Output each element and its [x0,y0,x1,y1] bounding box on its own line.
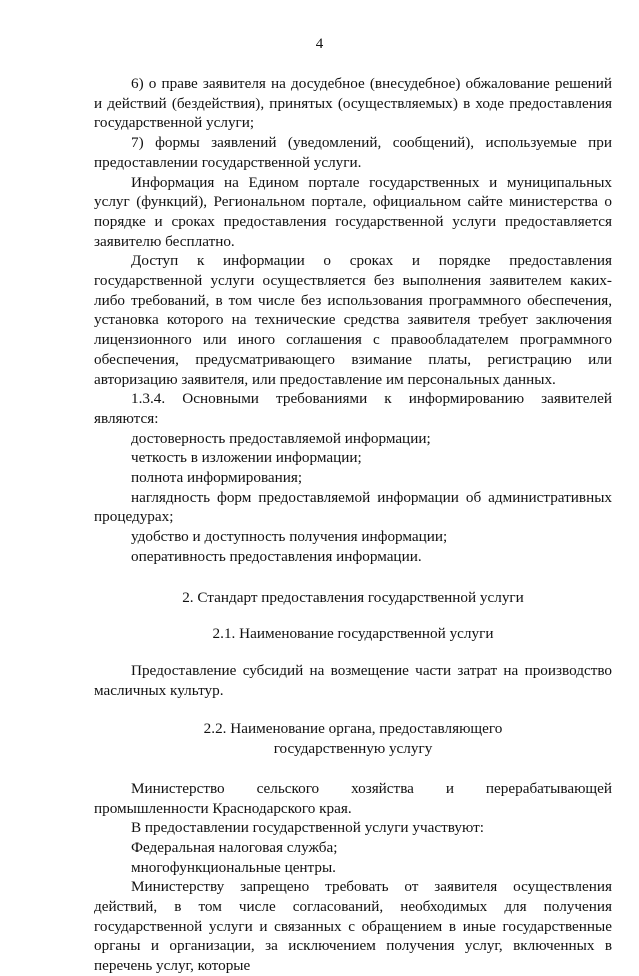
section-2-heading: 2. Стандарт предоставления государственной услуги [182,588,524,606]
section-2-2-heading [94,719,612,758]
section-2-2-heading-line-2: государственную услугу [273,740,433,758]
list-item-convenience: удобство и доступность получения информации; [131,528,448,546]
paragraph-right-to-appeal: 6) о праве заявителя на досудебное (внесудебное) обжалование решений и действий (бездействия), принятых (осуществляемых) в ходе предоставления государственной услуги; [94,75,612,132]
list-item-mfc: многофункциональные центры. [131,858,336,876]
list-item-clarity: четкость в изложении информации; [131,449,362,467]
list-item-completeness: полнота информирования; [131,469,303,487]
paragraph-ministry-prohibition: Министерству запрещено требовать от заявителя осуществления действий, в том числе согласований, необходимых для получения государственной услуги и связанных с обращением в иные государственные органы и организации, за исключением получения услуг, включенных в перечень услуг, которые [94,878,612,975]
list-item-promptness: оперативность предоставления информации. [131,547,422,565]
section-2-1-heading: 2.1. Наименование государственной услуги [212,625,494,643]
page-number: 4 [315,36,324,52]
paragraph-application-forms: 7) формы заявлений (уведомлений, сообщений), используемые при предоставлении государственной услуги. [94,134,612,171]
section-2-1-text: Предоставление субсидий на возмещение части затрат на производство масличных культур. [94,661,612,699]
list-item-reliability: достоверность предоставляемой информации; [131,429,431,447]
section-2-2-heading-line-1: 2.2. Наименование органа, предоставляющего [203,720,503,738]
list-item-visual-forms: наглядность форм предоставляемой информации об административных процедурах; [94,488,612,526]
paragraph-access-to-information: Доступ к информации о сроках и порядке предоставления государственной услуги осуществляется без выполнения заявителем каких-либо требований, в том числе без использования программного обеспечения, установка которого на технические средства заявителя требует заключения лицензионного или иного соглашения с правообладателем программного обеспечения, предусматривающего взимание платы, регистрацию или авторизацию заявителя, или предоставление им персональных данных. [94,252,612,388]
paragraph-requirements-intro: 1.3.4. Основными требованиями к информированию заявителей являются: [94,390,612,427]
paragraph-ministry-name: Министерство сельского хозяйства и перерабатывающей промышленности Краснодарского края. [94,779,612,817]
paragraph-participants-intro: В предоставлении государственной услуги участвуют: [131,819,484,837]
document-body [94,74,612,976]
paragraph-free-information: Информация на Едином портале государственных и муниципальных услуг (функций), Региональном портале, официальном сайте министерства о порядке и сроках предоставления государственной услуги предоставляется заявителю бесплатно. [94,173,612,250]
list-item-tax-service: Федеральная налоговая служба; [131,838,338,856]
